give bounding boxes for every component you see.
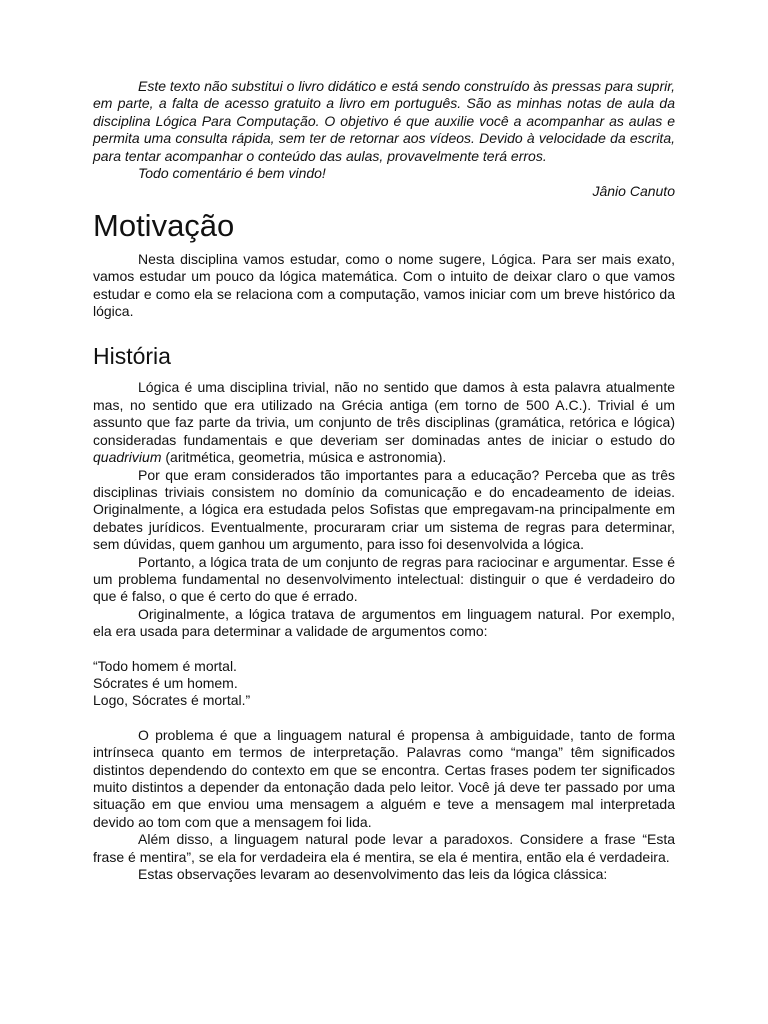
quote-line: “Todo homem é mortal. xyxy=(93,657,237,674)
syllogism-quote xyxy=(93,658,675,710)
quote-line: Sócrates é um homem. xyxy=(93,674,238,691)
quote-line: Logo, Sócrates é mortal.” xyxy=(93,692,251,709)
historia-heading: História xyxy=(93,343,171,370)
historia-paragraph-2: Por que eram considerados tão importantes para a educação? Perceba que as três disciplinas triviais consistem no domínio da comunicação e do encadeamento de ideias. Originalmente, a lógica era estudada pelos Sofistas que empregavam-na principalmente em debates jurídicos. Eventualmente, procuraram criar um sistema de regras para determinar, sem dúvidas, quem ganhou um argumento, para isso foi desenvolvida a lógica. xyxy=(93,466,675,553)
author-signature: Jânio Canuto xyxy=(592,183,675,200)
intro-section xyxy=(93,78,675,201)
historia-paragraph-4: Originalmente, a lógica tratava de argumentos em linguagem natural. Por exemplo, ela era usada para determinar a validade de argumentos como: xyxy=(93,605,675,640)
historia-paragraph-3: Portanto, a lógica trata de um conjunto de regras para raciocinar e argumentar. Esse é um problema fundamental no desenvolvimento intelectual: distinguir o que é verdadeiro do que é falso, o que é certo do que é errado. xyxy=(93,553,675,605)
motivacao-paragraph: Nesta disciplina vamos estudar, como o nome sugere, Lógica. Para ser mais exato, vamos estudar um pouco da lógica matemática. Com o intuito de deixar claro o que vamos estudar e como ela se relaciona com a computação, vamos iniciar com um breve histórico da lógica. xyxy=(93,250,675,320)
historia-p1-text-a: Lógica é uma disciplina trivial, não no sentido que damos à esta palavra atualmente mas, no sentido que era utilizado na Grécia antiga (em torno de 500 A.C.). Trivial é um assunto que faz parte da trivia, um conjunto de três disciplinas (gramática, retórica e lógica) consideradas fundamentais e que deveriam ser dominadas antes de iniciar o estudo do xyxy=(93,379,675,448)
historia-paragraph-7: Estas observações levaram ao desenvolvimento das leis da lógica clássica: xyxy=(138,866,608,883)
historia-p1-text-b: (aritmética, geometria, música e astronomia). xyxy=(161,449,447,466)
document-page xyxy=(93,78,675,883)
intro-paragraph: Este texto não substitui o livro didático e está sendo construído às pressas para suprir, em parte, a falta de acesso gratuito a livro em português. São as minhas notas de aula da disciplina Lógica Para Computação. O objetivo é que auxilie você a acompanhar as aulas e permita uma consulta rápida, sem ter de retornar aos vídeos. Devido à velocidade da escrita, para tentar acompanhar o conteúdo das aulas, provavelmente terá erros. xyxy=(93,78,675,164)
historia-p1-emphasis: quadrivium xyxy=(93,449,162,466)
motivacao-heading: Motivação xyxy=(93,207,235,243)
historia-paragraph-1 xyxy=(93,379,675,466)
intro-comment: Todo comentário é bem vindo! xyxy=(138,165,326,182)
historia-paragraph-6: Além disso, a linguagem natural pode levar a paradoxos. Considere a frase “Esta frase é mentira”, se ela for verdadeira ela é mentira, se ela é mentira, então ela é verdadeira. xyxy=(93,831,675,865)
historia-paragraph-5: O problema é que a linguagem natural é propensa à ambiguidade, tanto de forma intrínseca quanto em termos de interpretação. Palavras como “manga” têm significados distintos dependendo do contexto em que se encontra. Certas frases podem ter significados muito distintos a depender da entonação dada pelo leitor. Você já deve ter passado por uma situação em que enviou uma mensagem a alguém e teve a mensagem mal interpretada devido ao tom com que a mensagem foi lida. xyxy=(93,726,675,830)
